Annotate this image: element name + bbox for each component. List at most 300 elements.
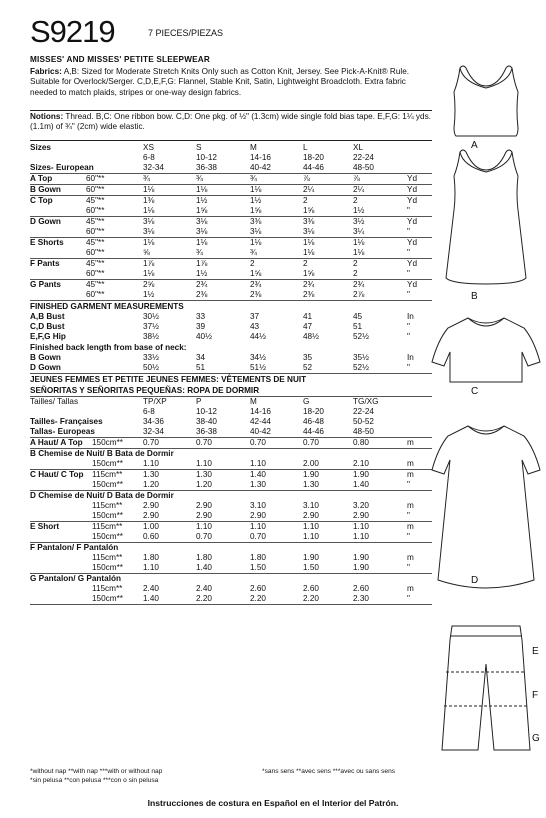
yardage-value: 1.50: [250, 563, 266, 572]
unit: In: [407, 353, 414, 362]
yardage-row: [30, 248, 432, 258]
yardage-value: 1.00: [143, 522, 159, 531]
divider: [30, 140, 432, 141]
yardage-row: [30, 584, 432, 594]
footnote-es: *sin pelusa **con pelusa ***con o sin pelusa: [30, 777, 159, 784]
spanish-size: 32-34: [143, 427, 164, 436]
yardage-value: 1.10: [353, 522, 369, 531]
view-heading-row: [30, 449, 432, 459]
measure-value: 52: [303, 363, 313, 372]
size-header: S: [196, 143, 202, 152]
unit: ": [407, 363, 410, 372]
fabric-width: 45"**: [86, 238, 105, 247]
fabric-width: 115cm**: [92, 470, 123, 479]
yardage-value: ¾: [196, 174, 203, 183]
size-header: M: [250, 397, 257, 406]
yardage-value: 2.90: [250, 511, 266, 520]
pattern-number: S9219: [30, 14, 115, 49]
view-d-short-sleeve-gown: [432, 426, 540, 588]
yardage-value: 1.30: [303, 480, 319, 489]
yardage-value: 2.60: [353, 584, 369, 593]
measure-label: A,B Bust: [30, 312, 65, 321]
french-size: 50-52: [353, 417, 374, 426]
view-label: G Pants: [30, 280, 61, 289]
yardage-value: 0.70: [196, 438, 212, 447]
size-range: 22-24: [353, 153, 374, 162]
yardage-value: 1.50: [303, 563, 319, 572]
yardage-value: ¾: [250, 174, 257, 183]
measurement-row: [30, 332, 432, 342]
yardage-value: 1.30: [196, 470, 212, 479]
yardage-value: 1⅜: [143, 196, 155, 205]
yardage-value: 2¾: [303, 280, 315, 289]
view-b-tank-gown: [446, 150, 526, 284]
sizes-range-row: [30, 407, 432, 417]
measure-value: 41: [303, 312, 313, 321]
unit: In: [407, 312, 414, 321]
unit: ": [407, 269, 410, 278]
unit: m: [407, 470, 414, 479]
measure-value: 38½: [143, 332, 159, 341]
measure-value: 50½: [143, 363, 159, 372]
yardage-row: [30, 185, 432, 195]
spanish-size: 40-42: [250, 427, 271, 436]
yardage-row: [30, 280, 432, 290]
spanish-title: SEÑORITAS Y SEÑORITAS PEQUEÑAS: ROPA DE DORMIR: [30, 386, 260, 395]
measure-value: 35½: [353, 353, 369, 362]
size-header: P: [196, 397, 202, 406]
yardage-row: [30, 227, 432, 237]
view-label: F Pants: [30, 259, 60, 268]
yardage-value: 1⅛: [353, 248, 365, 257]
yardage-value: 1⅞: [143, 259, 155, 268]
yardage-value: 2: [353, 259, 358, 268]
view-heading-row: [30, 491, 432, 501]
view-heading-row: [30, 574, 432, 584]
yardage-value: 1.20: [143, 480, 159, 489]
unit: ": [407, 248, 410, 257]
yardage-value: 2¾: [196, 280, 208, 289]
fabric-width: 150cm**: [92, 594, 123, 603]
finished-measurements-heading: FINISHED GARMENT MEASUREMENTS: [30, 302, 184, 311]
yardage-value: 1⅞: [196, 259, 208, 268]
view-label: A Top: [30, 174, 53, 183]
view-label-g: G: [532, 733, 540, 744]
yardage-value: 1.40: [143, 594, 159, 603]
fabric-width: 60"**: [86, 185, 105, 194]
yardage-value: 0.60: [143, 532, 159, 541]
fabric-width: 60"**: [86, 174, 105, 183]
yardage-value: 3.10: [250, 501, 266, 510]
yardage-row: [30, 553, 432, 563]
yardage-value: 1.10: [196, 459, 212, 468]
yardage-value: 3⅜: [250, 217, 262, 226]
yardage-row: [30, 501, 432, 511]
spanish-size: 44-46: [303, 427, 324, 436]
sizes-label: Tailles/ Tallas: [30, 397, 79, 406]
fabric-width: 115cm**: [92, 501, 123, 510]
yardage-value: 1.20: [196, 480, 212, 489]
measure-value: 51: [196, 363, 206, 372]
yardage-value: 1⅛: [196, 185, 208, 194]
spanish-sizes-row: [30, 427, 432, 437]
euro-size: 36-38: [196, 163, 217, 172]
yardage-value: 1½: [196, 269, 208, 278]
row-divider: [30, 604, 432, 605]
fabric-width: 115cm**: [92, 522, 123, 531]
measure-value: 47: [303, 322, 313, 331]
unit: m: [407, 584, 414, 593]
fabric-width: 115cm**: [92, 584, 123, 593]
yardage-value: 2: [303, 196, 308, 205]
yardage-value: 3.10: [303, 501, 319, 510]
yardage-value: 1.10: [303, 522, 319, 531]
yardage-value: 1.10: [250, 459, 266, 468]
yardage-value: 2.40: [196, 584, 212, 593]
measure-value: 37: [250, 312, 260, 321]
yardage-value: 1⅝: [196, 206, 208, 215]
unit: m: [407, 501, 414, 510]
unit: ": [407, 290, 410, 299]
sizes-row: [30, 397, 432, 407]
unit: Yd: [407, 259, 418, 268]
unit: ": [407, 480, 410, 489]
measure-value: 39: [196, 322, 206, 331]
yardage-value: 2¼: [303, 185, 315, 194]
fabric-width: 150cm**: [92, 459, 123, 468]
yardage-value: 3¼: [353, 227, 365, 236]
yardage-value: 1.90: [353, 470, 369, 479]
yardage-value: 1½: [196, 196, 208, 205]
view-c-short-sleeve-top: [432, 318, 540, 382]
yardage-value: 2⅜: [196, 290, 208, 299]
view-label: D Gown: [30, 217, 61, 226]
yardage-value: 2.90: [196, 511, 212, 520]
measurement-row: [30, 353, 432, 363]
size-range: 6-8: [143, 153, 155, 162]
size-header: TP/XP: [143, 397, 167, 406]
yardage-value: 1.40: [250, 470, 266, 479]
yardage-value: 2: [353, 196, 358, 205]
notions-text: Notions: Thread. B,C: One ribbon bow. C,D: One pkg. of ½" (1.3cm) wide single fold bias tape. E,F,G: 1¼ yds. (1.1m) of ¾" (2cm) wide elastic.: [30, 112, 431, 132]
yardage-value: 0.70: [250, 532, 266, 541]
yardage-value: 1.10: [143, 459, 159, 468]
french-sizes-row: [30, 417, 432, 427]
unit: m: [407, 438, 414, 447]
yardage-value: 3.20: [353, 501, 369, 510]
yardage-value: ¾: [196, 248, 203, 257]
yardage-value: 1⅝: [250, 206, 262, 215]
view-label-f: F: [532, 690, 539, 701]
yardage-row: [30, 563, 432, 573]
yardage-value: 1.80: [143, 553, 159, 562]
sizes-row: [30, 143, 432, 153]
unit: Yd: [407, 174, 418, 183]
yardage-value: ⅞: [303, 174, 310, 183]
yardage-value: 2⅝: [143, 280, 155, 289]
yardage-value: 3⅛: [303, 227, 315, 236]
yardage-row: [30, 290, 432, 300]
measure-value: 37½: [143, 322, 159, 331]
unit: ": [407, 227, 410, 236]
measure-value: 52½: [353, 332, 369, 341]
sizes-label: Sizes: [30, 143, 51, 152]
french-size: 42-44: [250, 417, 271, 426]
fabric-width: 60"**: [86, 248, 105, 257]
view-label: E Shorts: [30, 238, 64, 247]
unit: Yd: [407, 280, 418, 289]
yardage-value: 2⅜: [303, 290, 315, 299]
size-range: 14-16: [250, 407, 271, 416]
yardage-row: [30, 196, 432, 206]
unit: ": [407, 563, 410, 572]
yardage-value: 2.90: [143, 501, 159, 510]
back-length-heading: Finished back length from base of neck:: [30, 343, 187, 352]
yardage-row: [30, 438, 432, 448]
unit: ": [407, 322, 410, 331]
size-header: XL: [353, 143, 364, 152]
measure-value: 33½: [143, 353, 159, 362]
yardage-value: 1.10: [303, 532, 319, 541]
size-range: 10-12: [196, 407, 217, 416]
yardage-row: [30, 206, 432, 216]
yardage-value: 2.60: [303, 584, 319, 593]
view-label: E Short: [30, 522, 60, 531]
yardage-row: [30, 269, 432, 279]
fabric-width: 150cm**: [92, 511, 123, 520]
size-range: 6-8: [143, 407, 155, 416]
yardage-value: 3⅛: [196, 227, 208, 236]
yardage-value: 2: [303, 259, 308, 268]
unit: Yd: [407, 196, 418, 205]
yardage-value: 1⅛: [303, 238, 315, 247]
yardage-value: 2.60: [250, 584, 266, 593]
size-range: 18-20: [303, 153, 324, 162]
unit: ": [407, 332, 410, 341]
yardage-row: [30, 470, 432, 480]
view-label-e: E: [532, 646, 539, 657]
yardage-value: 2.30: [353, 594, 369, 603]
yardage-value: 1⅛: [143, 206, 155, 215]
yardage-value: 1.40: [196, 563, 212, 572]
fabric-width: 45"**: [86, 217, 105, 226]
yardage-value: 2.00: [303, 459, 319, 468]
euro-size: 40-42: [250, 163, 271, 172]
fabric-width: 45"**: [86, 280, 105, 289]
garment-illustrations: [430, 60, 546, 760]
spanish-sizes-label: Tallas- Europeas: [30, 427, 95, 436]
yardage-value: 1.80: [196, 553, 212, 562]
yardage-value: 1½: [143, 290, 155, 299]
fabric-width: 60"**: [86, 269, 105, 278]
yardage-value: 2.40: [143, 584, 159, 593]
yardage-value: 2⅜: [250, 290, 262, 299]
yardage-value: 2: [353, 269, 358, 278]
yardage-row: [30, 459, 432, 469]
view-a-tank-top: [454, 66, 518, 136]
yardage-value: 1.90: [303, 553, 319, 562]
size-header: TG/XG: [353, 397, 379, 406]
yardage-value: 1⅛: [250, 185, 262, 194]
unit: ": [407, 594, 410, 603]
yardage-table: [30, 143, 432, 605]
unit: m: [407, 459, 414, 468]
unit: Yd: [407, 217, 418, 226]
measure-value: 30½: [143, 312, 159, 321]
measure-value: 51: [353, 322, 363, 331]
euro-label: Sizes- European: [30, 163, 94, 172]
view-label-d: D: [471, 575, 479, 586]
yardage-value: 3⅛: [196, 217, 208, 226]
yardage-row: [30, 174, 432, 184]
french-title: JEUNES FEMMES ET PETITE JEUNES FEMMES: VÊTEMENTS DE NUIT: [30, 375, 307, 384]
yardage-value: 1½: [353, 206, 365, 215]
yardage-value: 2⅞: [353, 290, 365, 299]
yardage-value: 0.70: [303, 438, 319, 447]
yardage-value: 3⅛: [143, 217, 155, 226]
yardage-value: 2.90: [353, 511, 369, 520]
yardage-value: 1⅛: [143, 238, 155, 247]
yardage-value: 1.30: [143, 470, 159, 479]
yardage-value: 1⅛: [303, 248, 315, 257]
yardage-row: [30, 532, 432, 542]
measure-value: 52½: [353, 363, 369, 372]
yardage-row: [30, 594, 432, 604]
unit: Yd: [407, 238, 418, 247]
view-label-a: A: [471, 140, 478, 151]
view-efg-pants: [442, 626, 530, 750]
footnote-fr: *sans sens **avec sens ***avec ou sans sens: [262, 768, 396, 775]
view-label: B Gown: [30, 185, 61, 194]
yardage-value: 1½: [250, 196, 262, 205]
yardage-value: 1.90: [353, 563, 369, 572]
measure-value: 45: [353, 312, 363, 321]
size-range: 22-24: [353, 407, 374, 416]
measure-label: B Gown: [30, 353, 61, 362]
yardage-value: 1⅛: [353, 238, 365, 247]
divider: [30, 110, 432, 111]
yardage-row: [30, 217, 432, 227]
yardage-value: 0.70: [143, 438, 159, 447]
yardage-value: 2: [250, 259, 255, 268]
measure-label: E,F,G Hip: [30, 332, 66, 341]
yardage-value: 0.70: [250, 438, 266, 447]
measure-value: 51½: [250, 363, 266, 372]
footnote-en: *without nap **with nap ***with or without nap: [30, 768, 163, 775]
measure-value: 35: [303, 353, 313, 362]
fabric-width: 150cm**: [92, 480, 123, 489]
french-sizes-label: Tailles- Françaises: [30, 417, 103, 426]
euro-sizes-row: [30, 163, 432, 173]
yardage-row: [30, 511, 432, 521]
euro-size: 44-46: [303, 163, 324, 172]
yardage-value: 1.40: [353, 480, 369, 489]
measure-value: 44½: [250, 332, 266, 341]
yardage-row: [30, 238, 432, 248]
yardage-value: 1⅛: [196, 238, 208, 247]
euro-size: 48-50: [353, 163, 374, 172]
measurement-row: [30, 363, 432, 373]
yardage-value: 1.90: [303, 470, 319, 479]
yardage-value: 3½: [353, 217, 365, 226]
yardage-value: 2¼: [353, 185, 365, 194]
size-range: 18-20: [303, 407, 324, 416]
yardage-value: 0.70: [196, 532, 212, 541]
fabric-width: 150cm**: [92, 563, 123, 572]
french-size: 34-36: [143, 417, 164, 426]
fabric-width: 45"**: [86, 259, 105, 268]
yardage-value: 1.10: [143, 563, 159, 572]
yardage-row: [30, 480, 432, 490]
measure-value: 34½: [250, 353, 266, 362]
measure-value: 33: [196, 312, 206, 321]
view-heading-row: [30, 543, 432, 553]
size-range: 14-16: [250, 153, 271, 162]
measure-label: D Gown: [30, 363, 61, 372]
measure-value: 43: [250, 322, 260, 331]
yardage-value: 1.10: [250, 522, 266, 531]
yardage-value: 2.20: [250, 594, 266, 603]
french-size: 38-40: [196, 417, 217, 426]
yardage-value: 0.80: [353, 438, 369, 447]
measure-value: 34: [196, 353, 206, 362]
yardage-value: 1⅛: [143, 185, 155, 194]
view-label: B Chemise de Nuit/ B Bata de Dormir: [30, 449, 174, 458]
yardage-value: 3⅛: [250, 227, 262, 236]
view-label: C Haut/ C Top: [30, 470, 84, 479]
yardage-value: 3⅛: [143, 227, 155, 236]
view-label: G Pantalon/ G Pantalón: [30, 574, 121, 583]
fabric-width: 60"**: [86, 290, 105, 299]
spanish-size: 36-38: [196, 427, 217, 436]
fabrics-text: Fabrics: A,B: Sized for Moderate Stretch Knits Only such as Cotton Knit, Jersey. See Pick-A-Knit® Rule. Suitable for Overlock/Serger. C,D,E,F,G: Flannel, Stable Knit, Satin, Lightweight Broadcloth. Extra fabric needed to match plaids, stripes or one-way design fabrics.: [30, 67, 410, 97]
view-label: F Pantalon/ F Pantalón: [30, 543, 119, 552]
view-label: C Top: [30, 196, 53, 205]
size-header: XS: [143, 143, 154, 152]
yardage-value: 1.80: [250, 553, 266, 562]
measure-label: C,D Bust: [30, 322, 65, 331]
yardage-value: 1.30: [250, 480, 266, 489]
fabric-width: 115cm**: [92, 553, 123, 562]
yardage-value: 1⅛: [250, 238, 262, 247]
yardage-value: 3⅜: [303, 217, 315, 226]
view-label-c: C: [471, 386, 479, 397]
unit: Yd: [407, 185, 418, 194]
yardage-value: 2.20: [196, 594, 212, 603]
fabric-width: 60"**: [86, 206, 105, 215]
measurement-row: [30, 322, 432, 332]
sizes-range-row: [30, 153, 432, 163]
yardage-value: 1⅝: [250, 269, 262, 278]
unit: ": [407, 532, 410, 541]
fabric-width: 150cm**: [92, 438, 123, 447]
yardage-value: ¾: [143, 174, 150, 183]
view-label: D Chemise de Nuit/ D Bata de Dormir: [30, 491, 174, 500]
unit: m: [407, 553, 414, 562]
yardage-value: 2¾: [250, 280, 262, 289]
size-range: 10-12: [196, 153, 217, 162]
view-label-b: B: [471, 291, 478, 302]
yardage-value: 2.90: [196, 501, 212, 510]
yardage-value: 2.20: [303, 594, 319, 603]
fabric-width: 45"**: [86, 196, 105, 205]
yardage-value: 2.90: [303, 511, 319, 520]
unit: m: [407, 522, 414, 531]
unit: ": [407, 206, 410, 215]
size-header: L: [303, 143, 308, 152]
yardage-value: 1.10: [353, 532, 369, 541]
subtitle: MISSES' AND MISSES' PETITE SLEEPWEAR: [30, 55, 211, 64]
